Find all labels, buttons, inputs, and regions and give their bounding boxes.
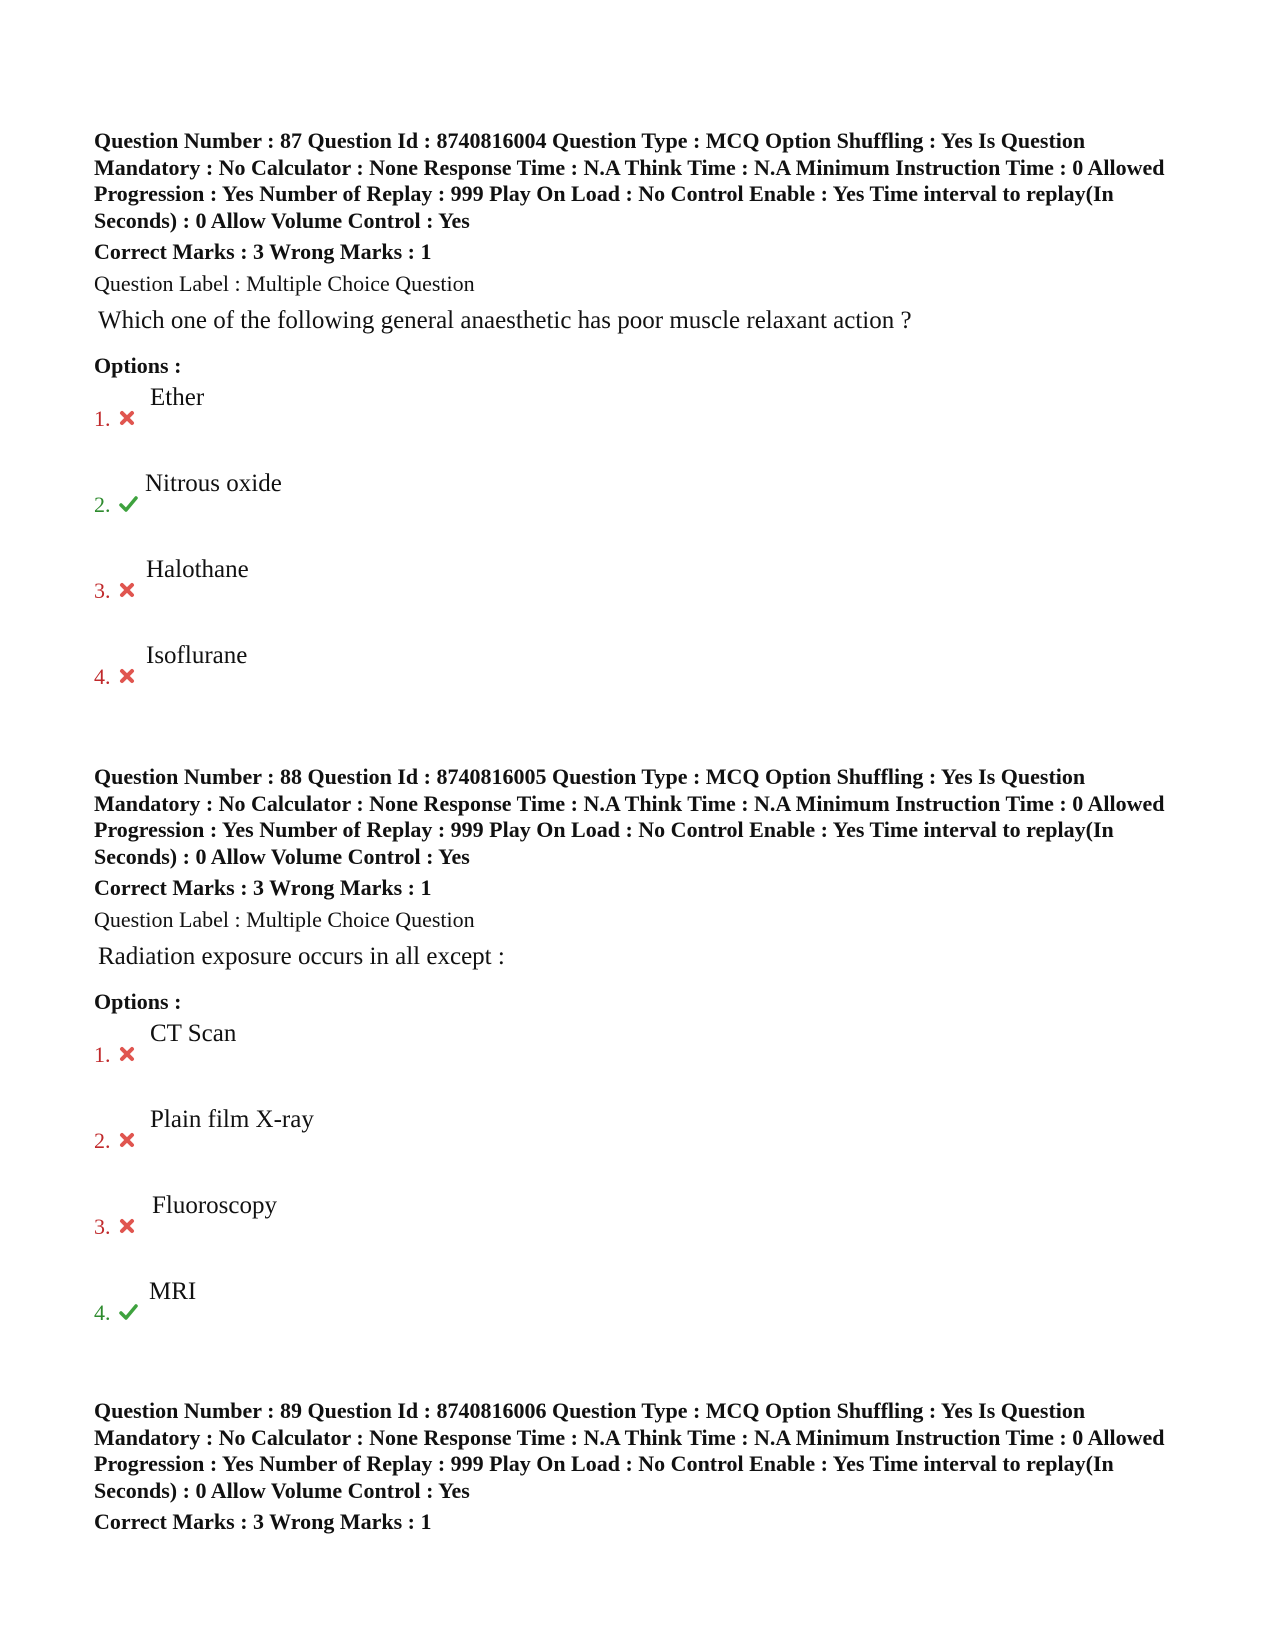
option-text: Isoflurane xyxy=(146,642,248,669)
option-item xyxy=(94,1015,1194,1101)
option-number: 1. xyxy=(94,406,111,431)
option-number: 2. xyxy=(94,1128,111,1153)
question-block-88 xyxy=(94,764,1194,1359)
question-meta: Question Number : 88 Question Id : 8740816005 Question Type : MCQ Option Shuffling : Yes Is Question Mandatory : No Calculator : None Response Time : N.A Think Time : N.A Minimum Instruction Time : 0 Allowed Progression : Yes Number of Replay : 999 Play On Load : No Control Enable : Yes Time interval to replay(In Seconds) : 0 Allow Volume Control : Yes xyxy=(94,764,1165,869)
option-number: 3. xyxy=(94,1214,111,1239)
question-label: Question Label : Multiple Choice Question xyxy=(94,271,475,296)
question-marks: Correct Marks : 3 Wrong Marks : 1 xyxy=(94,1509,432,1534)
option-text: Fluoroscopy xyxy=(152,1192,277,1219)
option-number: 3. xyxy=(94,578,111,603)
question-meta: Question Number : 89 Question Id : 8740816006 Question Type : MCQ Option Shuffling : Yes Is Question Mandatory : No Calculator : None Response Time : N.A Think Time : N.A Minimum Instruction Time : 0 Allowed Progression : Yes Number of Replay : 999 Play On Load : No Control Enable : Yes Time interval to replay(In Seconds) : 0 Allow Volume Control : Yes xyxy=(94,1398,1165,1503)
option-item xyxy=(94,1273,1194,1359)
option-text: Ether xyxy=(150,384,205,411)
option-number: 4. xyxy=(94,1300,111,1325)
options-heading: Options : xyxy=(94,353,182,378)
option-number: 2. xyxy=(94,492,111,517)
cross-icon xyxy=(118,1045,136,1063)
option-item xyxy=(94,551,1194,637)
option-text: Plain film X-ray xyxy=(150,1106,314,1133)
option-item xyxy=(94,379,1194,465)
question-label: Question Label : Multiple Choice Question xyxy=(94,907,475,932)
cross-icon xyxy=(118,667,136,685)
option-text: Halothane xyxy=(146,556,249,583)
question-marks: Correct Marks : 3 Wrong Marks : 1 xyxy=(94,875,432,900)
cross-icon xyxy=(118,1131,136,1149)
question-block-89 xyxy=(94,1398,1194,1535)
option-item xyxy=(94,1101,1194,1187)
check-icon xyxy=(117,1303,139,1321)
options-list xyxy=(94,1015,1194,1359)
question-text: Which one of the following general anaesthetic has poor muscle relaxant action ? xyxy=(98,307,912,334)
check-icon xyxy=(117,495,139,513)
cross-icon xyxy=(118,581,136,599)
option-text: CT Scan xyxy=(150,1020,237,1047)
option-item xyxy=(94,1187,1194,1273)
question-text: Radiation exposure occurs in all except : xyxy=(98,943,505,970)
options-list xyxy=(94,379,1194,723)
cross-icon xyxy=(118,409,136,427)
option-text: MRI xyxy=(149,1278,197,1305)
option-number: 4. xyxy=(94,664,111,689)
options-heading: Options : xyxy=(94,989,182,1014)
option-text: Nitrous oxide xyxy=(145,470,282,497)
question-meta: Question Number : 87 Question Id : 8740816004 Question Type : MCQ Option Shuffling : Yes Is Question Mandatory : No Calculator : None Response Time : N.A Think Time : N.A Minimum Instruction Time : 0 Allowed Progression : Yes Number of Replay : 999 Play On Load : No Control Enable : Yes Time interval to replay(In Seconds) : 0 Allow Volume Control : Yes xyxy=(94,128,1165,233)
option-item xyxy=(94,637,1194,723)
option-number: 1. xyxy=(94,1042,111,1067)
question-block-87 xyxy=(94,128,1194,723)
option-item xyxy=(94,465,1194,551)
cross-icon xyxy=(118,1217,136,1235)
question-marks: Correct Marks : 3 Wrong Marks : 1 xyxy=(94,239,432,264)
